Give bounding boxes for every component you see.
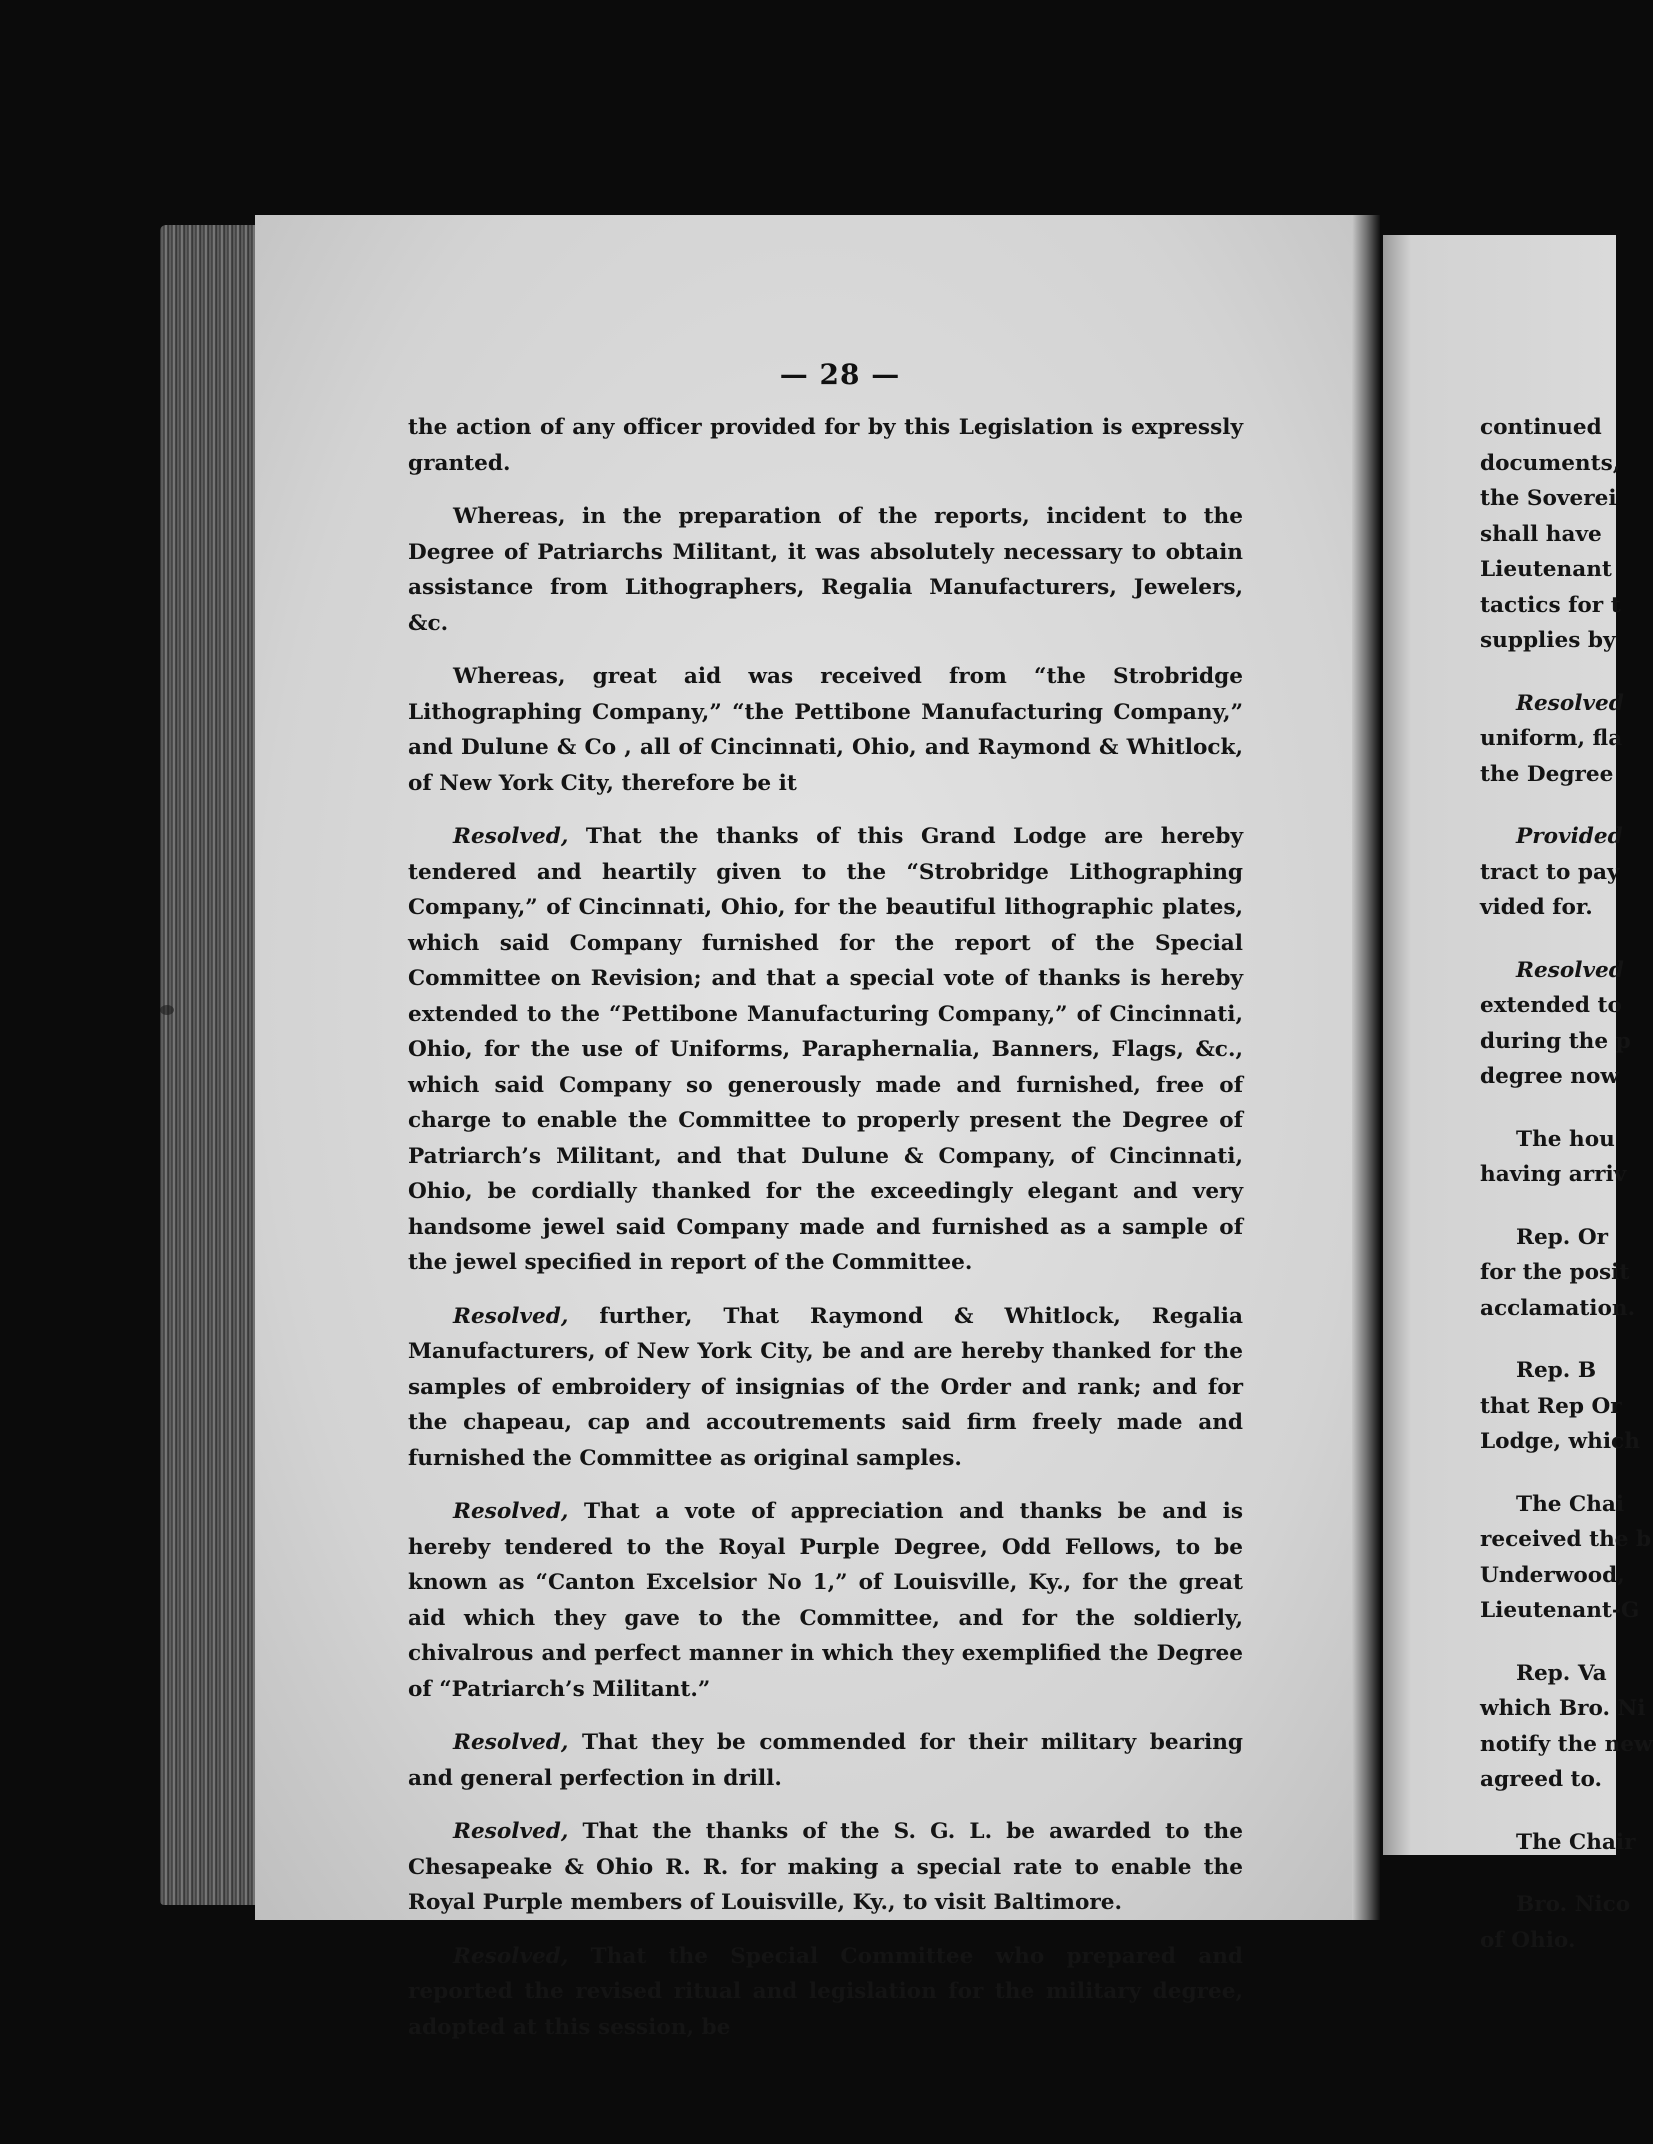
right-page-line: the Soverei (1480, 486, 1617, 511)
paragraph-gap (1480, 926, 1620, 953)
right-page-line: extended to (1480, 993, 1622, 1018)
resolved-lead: Resolved, (453, 1730, 569, 1755)
paragraph-text: That the thanks of the S. G. L. be awarded to the Chesapeake & Ohio R. R. for making a special rate to enable the Royal Purple members of Louisville, Ky., to visit Baltimore. (408, 1819, 1243, 1915)
right-page-line: having arriv (1480, 1162, 1627, 1187)
right-page-line: that Rep Or (1480, 1393, 1622, 1419)
right-page-line: Resolved (1516, 957, 1624, 983)
right-page-line: degree now (1480, 1064, 1619, 1089)
paragraph-text: Whereas, in the preparation of the reports, incident to the Degree of Patriarchs Militant, it was absolutely necessary to obtain assistance from Lithographers, Regalia Manufacturers, Jewelers, &c. (408, 504, 1243, 636)
right-page-line: which Bro. Ni (1480, 1696, 1646, 1721)
page-number: — 28 — (779, 358, 901, 391)
right-page-line: Resolved (1516, 690, 1624, 716)
right-page-line: Bro. Nico (1516, 1892, 1631, 1917)
right-page-line: agreed to. (1480, 1767, 1603, 1792)
right-page-line: continued (1480, 415, 1602, 440)
ink-smudge (160, 1005, 174, 1015)
paragraph-gap (1480, 1629, 1620, 1656)
right-page-line: vided for. (1480, 895, 1593, 920)
right-page-text (1480, 410, 1653, 1958)
right-page-line: Rep. B (1516, 1358, 1597, 1383)
paragraph (408, 499, 1243, 641)
right-page-line: notify the new (1480, 1731, 1653, 1757)
right-page-line: uniform, fla (1480, 726, 1623, 751)
right-page-line: Lodge, which (1480, 1429, 1640, 1454)
resolved-lead: Resolved, (453, 1819, 569, 1844)
paragraph (408, 1299, 1243, 1477)
resolved-lead: Resolved, (453, 1499, 569, 1524)
book-page-edges (160, 225, 255, 1905)
paragraph-text: That the thanks of this Grand Lodge are hereby tendered and heartily given to the “Strobridge Lithographing Company,” of Cincinnati, Ohio, for the beautiful lithographic plates, which said Company furnished for the report of the Special Committee on Revision; and that a special vote of thanks is hereby extended to the “Pettibone Manufacturing Company,” of Cincinnati, Ohio, for the use of Uniforms, Paraphernalia, Banners, Flags, &c., which said Company so generously made and furnished, free of charge to enable the Committee to properly present the Degree of Patriarch’s Militant, and that Dulune & Company, of Cincinnati, Ohio, be cordially thanked for the exceedingly elegant and very handsome jewel said Company made and furnished as a sample of the jewel specified in report of the Committee. (408, 824, 1243, 1275)
paragraph-gap (1480, 659, 1620, 686)
right-page-line: during the p (1480, 1028, 1631, 1054)
paragraph-gap (1480, 1095, 1620, 1122)
paragraph (408, 819, 1243, 1281)
paragraph-text: Whereas, great aid was received from “the Strobridge Lithographing Company,” “the Pettibone Manufacturing Company,” and Dulune & Co , all of Cincinnati, Ohio, and Raymond & Whitlock, of New York City, therefore be it (408, 664, 1243, 796)
book-gutter (1352, 215, 1380, 1920)
right-page-line: shall have (1480, 521, 1602, 547)
right-page-line: tactics for t (1480, 592, 1621, 618)
paragraph-gap (1480, 1193, 1620, 1220)
paragraph-text: further, That Raymond & Whitlock, Regalia Manufacturers, of New York City, be and are hereby thanked for the samples of embroidery of insignias of the Order and rank; and for the chapeau, cap and accoutrements said firm freely made and furnished the Committee as original samples. (408, 1303, 1243, 1471)
right-page-line: Rep. Or (1516, 1224, 1609, 1250)
paragraph (408, 1939, 1243, 2046)
right-page-line: received the b (1480, 1527, 1652, 1552)
paragraph (408, 659, 1243, 801)
paragraph (408, 1725, 1243, 1796)
right-page-line: Provided (1516, 824, 1623, 849)
resolved-lead: Resolved, (453, 1303, 569, 1329)
resolved-lead: Resolved, (453, 1943, 569, 1969)
paragraph (408, 410, 1243, 481)
paragraph-text: the action of any officer provided for by this Legislation is expressly granted. (408, 415, 1243, 476)
paragraph-gap (1480, 1460, 1620, 1487)
paragraph-text: That they be commended for their military bearing and general perfection in drill. (408, 1730, 1243, 1791)
paragraph (408, 1494, 1243, 1707)
paragraph (408, 1814, 1243, 1921)
right-page-line: acclamation. (1480, 1295, 1636, 1321)
paragraph-gap (1480, 1860, 1620, 1887)
right-page-line: The Chai (1516, 1491, 1625, 1517)
right-page-line: for the posit (1480, 1260, 1630, 1285)
left-page-text (408, 410, 1243, 2063)
right-page-line: Rep. Va (1516, 1660, 1607, 1686)
right-page-line: Lieutenant-G (1480, 1598, 1640, 1623)
right-page-line: Underwood, (1480, 1562, 1625, 1588)
paragraph-gap (1480, 792, 1620, 819)
paragraph-text: That a vote of appreciation and thanks be and is hereby tendered to the Royal Purple Degree, Odd Fellows, to be known as “Canton Excelsior No 1,” of Louisville, Ky., for the great aid which they gave to the Committee, and for the soldierly, chivalrous and perfect manner in which they exemplified the Degree of “Patriarch’s Militant.” (408, 1499, 1243, 1702)
right-page-line: documents, (1480, 450, 1621, 476)
right-page-line: The hou (1516, 1126, 1615, 1152)
paragraph-gap (1480, 1798, 1620, 1825)
right-page-line: The Chair (1516, 1829, 1636, 1855)
right-page-line: tract to pay (1480, 859, 1620, 885)
right-page-line: supplies by (1480, 628, 1616, 653)
resolved-lead: Resolved, (453, 824, 569, 849)
right-page-line: the Degree (1480, 761, 1614, 787)
paragraph-text: That the Special Committee who prepared and reported the revised ritual and legislation for the military degree, adopted at this session, be (408, 1943, 1243, 2040)
paragraph-gap (1480, 1326, 1620, 1353)
right-page-line: Lieutenant (1480, 557, 1612, 582)
right-page-line: of Ohio. (1480, 1927, 1576, 1953)
